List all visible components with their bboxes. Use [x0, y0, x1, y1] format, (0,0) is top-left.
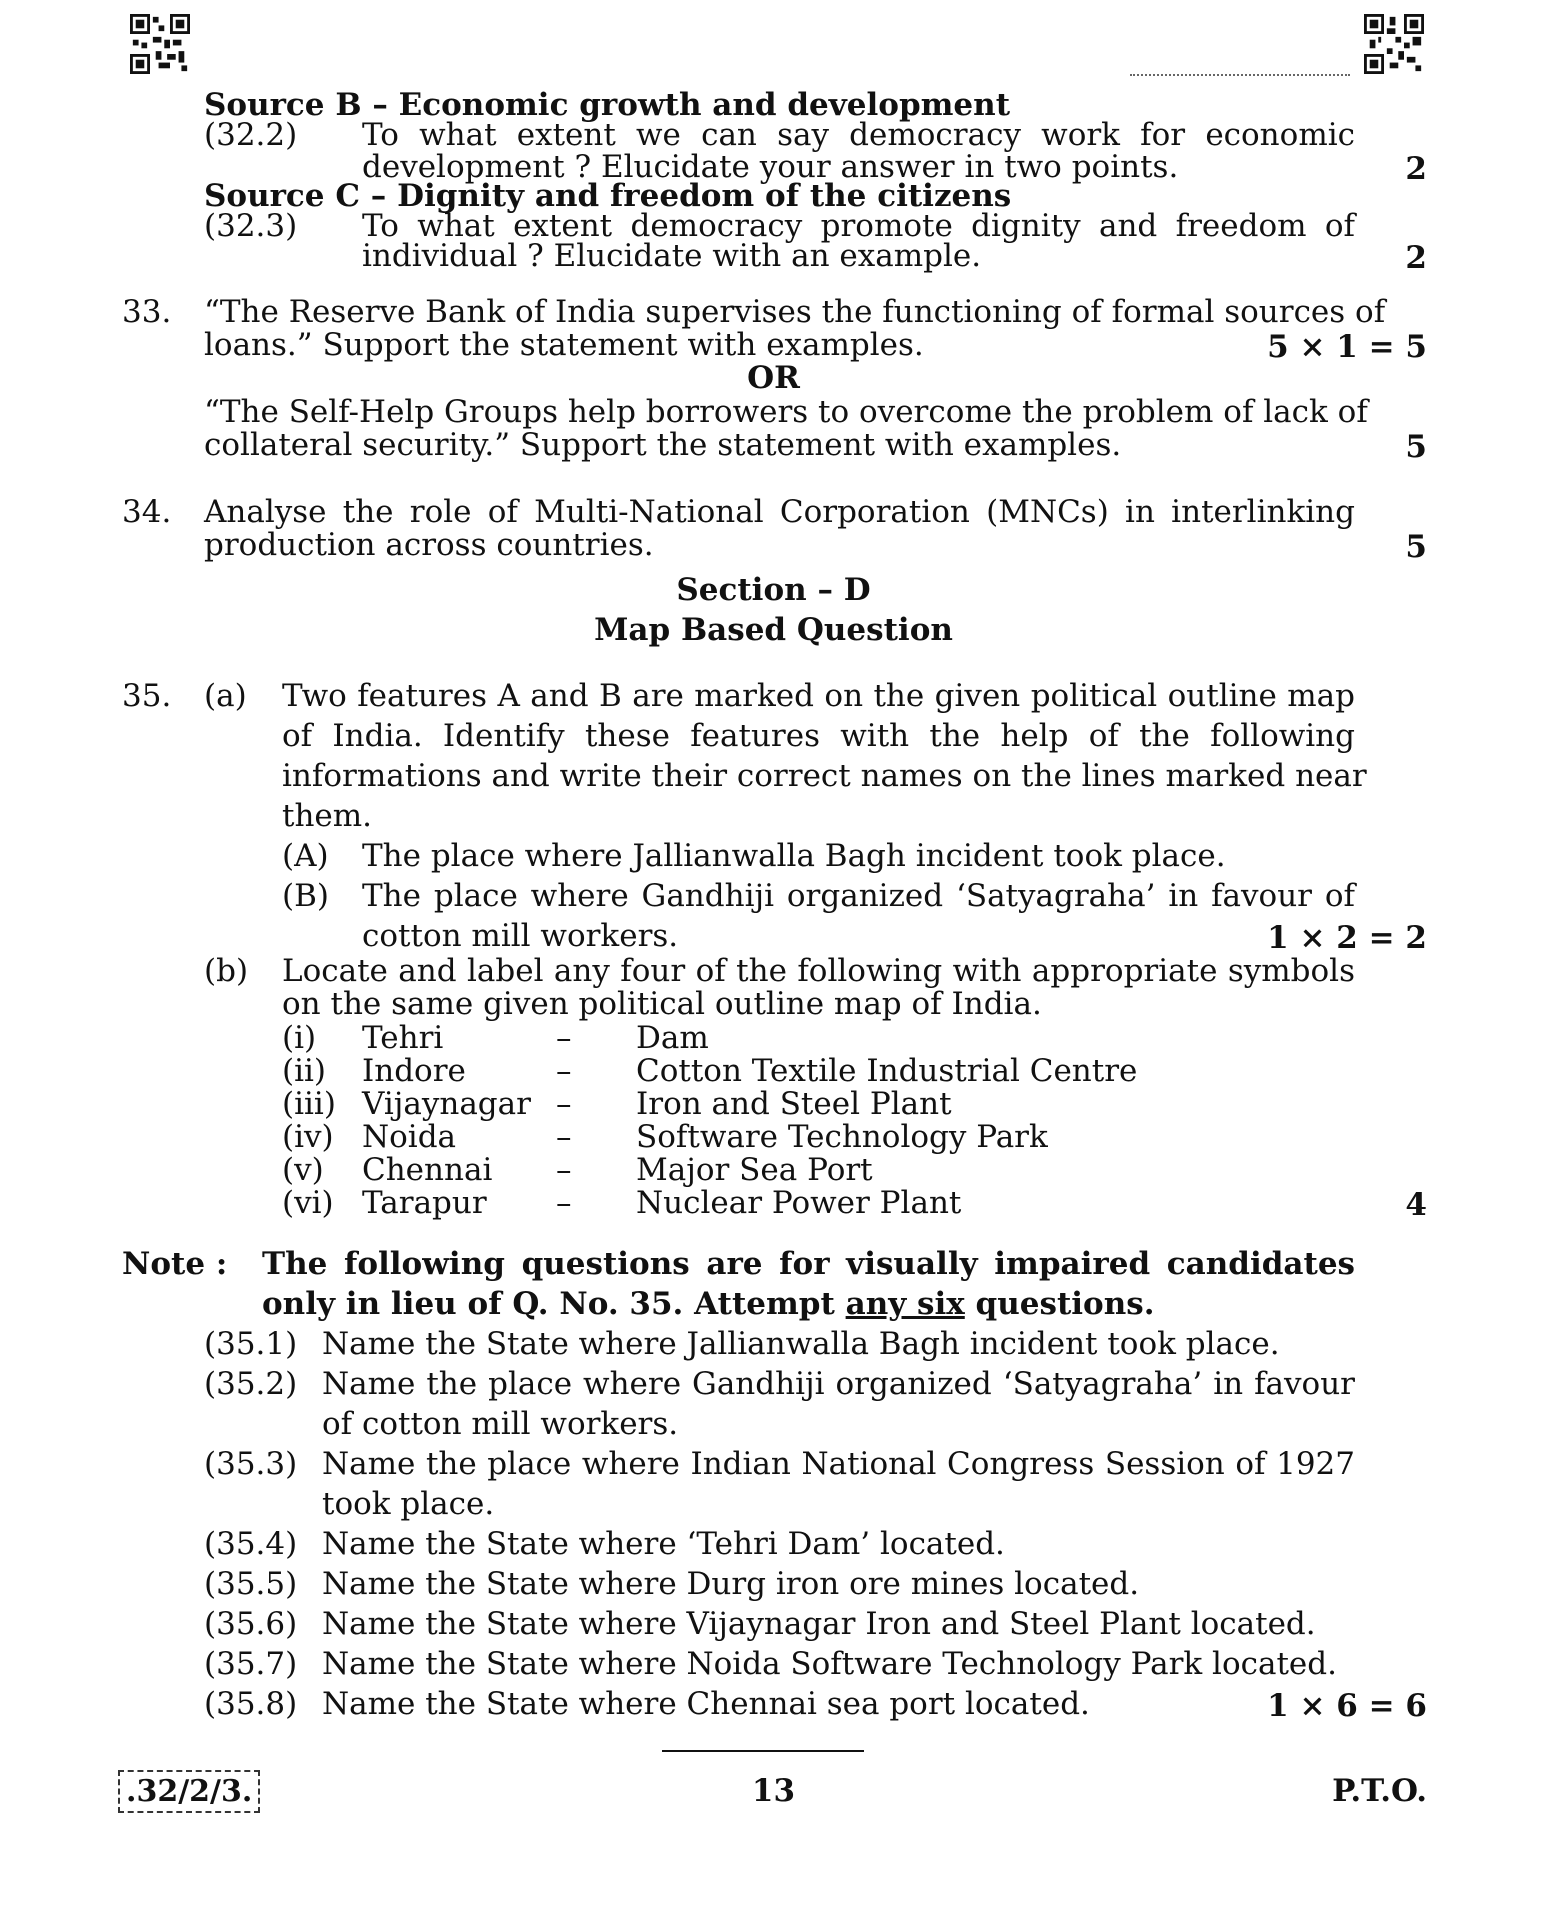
note-text-part: questions.	[964, 1286, 1155, 1322]
sub-part-label: (A)	[282, 838, 329, 874]
marks: 1 × 2 = 2	[1267, 920, 1427, 956]
question-number: (35.7)	[204, 1646, 298, 1682]
question-text: of India. Identify these features with the help of the following	[282, 718, 1355, 754]
question-number: (35.5)	[204, 1566, 298, 1602]
qr-code-icon	[130, 14, 190, 74]
question-text: cotton mill workers.	[362, 918, 679, 954]
question-number: (35.3)	[204, 1446, 298, 1482]
part-label: (a)	[204, 678, 247, 714]
question-text: development ? Elucidate your answer in two points.	[362, 149, 1179, 185]
question-number: (32.3)	[204, 208, 298, 244]
source-b-title: Source B – Economic growth and development	[204, 87, 1011, 123]
list-item-place: Tehri	[362, 1020, 444, 1056]
question-number: (32.2)	[204, 117, 298, 153]
part-label: (b)	[204, 953, 249, 989]
question-text: Name the place where Gandhiji organized ‘Satyagraha’ in favour	[322, 1366, 1355, 1402]
list-item-feature: Nuclear Power Plant	[636, 1185, 962, 1221]
question-text: Name the place where Indian National Congress Session of 1927	[322, 1446, 1355, 1482]
note-label: Note :	[122, 1246, 228, 1282]
question-number: (35.6)	[204, 1606, 298, 1642]
question-number: (35.2)	[204, 1366, 298, 1402]
question-text: informations and write their correct names on the lines marked near	[282, 758, 1367, 794]
question-text: “The Reserve Bank of India supervises the functioning of formal sources of	[204, 294, 1386, 330]
question-text: of cotton mill workers.	[322, 1406, 679, 1442]
marks: 1 × 6 = 6	[1267, 1688, 1427, 1724]
note-text-underlined: any six	[845, 1286, 965, 1322]
question-number: 34.	[122, 494, 172, 530]
list-item-dash: –	[556, 1086, 572, 1122]
marks: 5 × 1 = 5	[1267, 329, 1427, 365]
qr-code-icon	[1364, 14, 1424, 74]
question-number: 33.	[122, 294, 172, 330]
question-text: on the same given political outline map of India.	[282, 986, 1042, 1022]
note-text: The following questions are for visually impaired candidates	[262, 1246, 1355, 1282]
list-item-num: (i)	[282, 1020, 317, 1056]
section-title: Section – D	[676, 572, 871, 608]
candidate-roll-line	[1130, 74, 1350, 76]
marks: 5	[1405, 529, 1427, 565]
question-text: individual ? Elucidate with an example.	[362, 238, 982, 274]
list-item-dash: –	[556, 1119, 572, 1155]
list-item-dash: –	[556, 1053, 572, 1089]
question-text: Analyse the role of Multi-National Corporation (MNCs) in interlinking	[204, 494, 1355, 530]
question-text: Name the State where Durg iron ore mines located.	[322, 1566, 1140, 1602]
list-item-feature: Dam	[636, 1020, 709, 1056]
section-subtitle: Map Based Question	[594, 612, 953, 648]
question-text: Two features A and B are marked on the given political outline map	[282, 678, 1355, 714]
list-item-feature: Major Sea Port	[636, 1152, 873, 1188]
page-number: 13	[751, 1773, 796, 1809]
question-text: production across countries.	[204, 527, 654, 563]
pto-label: P.T.O.	[1332, 1773, 1427, 1809]
list-item-place: Vijaynagar	[362, 1086, 531, 1122]
list-item-place: Chennai	[362, 1152, 493, 1188]
list-item-place: Tarapur	[362, 1185, 487, 1221]
sub-part-label: (B)	[282, 878, 329, 914]
list-item-dash: –	[556, 1020, 572, 1056]
question-text: Name the State where Vijaynagar Iron and Steel Plant located.	[322, 1606, 1316, 1642]
question-number: (35.1)	[204, 1326, 298, 1362]
question-text: Locate and label any four of the following with appropriate symbols	[282, 953, 1355, 989]
question-text: Name the State where ‘Tehri Dam’ located.	[322, 1526, 1005, 1562]
marks: 5	[1405, 429, 1427, 465]
list-item-dash: –	[556, 1152, 572, 1188]
question-text: loans.” Support the statement with examples.	[204, 327, 924, 363]
note-text	[262, 1288, 1155, 1321]
question-text: them.	[282, 798, 373, 834]
list-item-num: (iii)	[282, 1086, 336, 1122]
list-item-feature: Iron and Steel Plant	[636, 1086, 952, 1122]
marks: 2	[1405, 240, 1427, 276]
footer-divider	[662, 1750, 864, 1752]
question-number: (35.4)	[204, 1526, 298, 1562]
list-item-dash: –	[556, 1185, 572, 1221]
question-text: Name the State where Chennai sea port located.	[322, 1686, 1090, 1722]
marks: 2	[1405, 151, 1427, 187]
list-item-num: (ii)	[282, 1053, 327, 1089]
question-text: “The Self-Help Groups help borrowers to overcome the problem of lack of	[204, 394, 1368, 430]
question-text: Name the State where Jallianwalla Bagh incident took place.	[322, 1326, 1280, 1362]
question-text: The place where Gandhiji organized ‘Satyagraha’ in favour of	[362, 878, 1355, 914]
or-separator: OR	[747, 360, 800, 396]
question-text: took place.	[322, 1486, 495, 1522]
paper-code: .32/2/3.	[118, 1770, 260, 1813]
question-text: The place where Jallianwalla Bagh incident took place.	[362, 838, 1226, 874]
source-c-title: Source C – Dignity and freedom of the citizens	[204, 178, 1012, 214]
marks: 4	[1405, 1187, 1427, 1223]
list-item-num: (iv)	[282, 1119, 334, 1155]
list-item-place: Indore	[362, 1053, 466, 1089]
question-number: (35.8)	[204, 1686, 298, 1722]
list-item-num: (v)	[282, 1152, 324, 1188]
list-item-place: Noida	[362, 1119, 457, 1155]
list-item-feature: Cotton Textile Industrial Centre	[636, 1053, 1138, 1089]
question-number: 35.	[122, 678, 172, 714]
list-item-num: (vi)	[282, 1185, 334, 1221]
question-text: Name the State where Noida Software Technology Park located.	[322, 1646, 1337, 1682]
question-text: To what extent democracy promote dignity and freedom of	[362, 208, 1355, 244]
question-text: To what extent we can say democracy work for economic	[362, 117, 1355, 153]
question-text: collateral security.” Support the statement with examples.	[204, 427, 1122, 463]
note-text-part: only in lieu of Q. No. 35. Attempt	[262, 1286, 846, 1322]
list-item-feature: Software Technology Park	[636, 1119, 1048, 1155]
